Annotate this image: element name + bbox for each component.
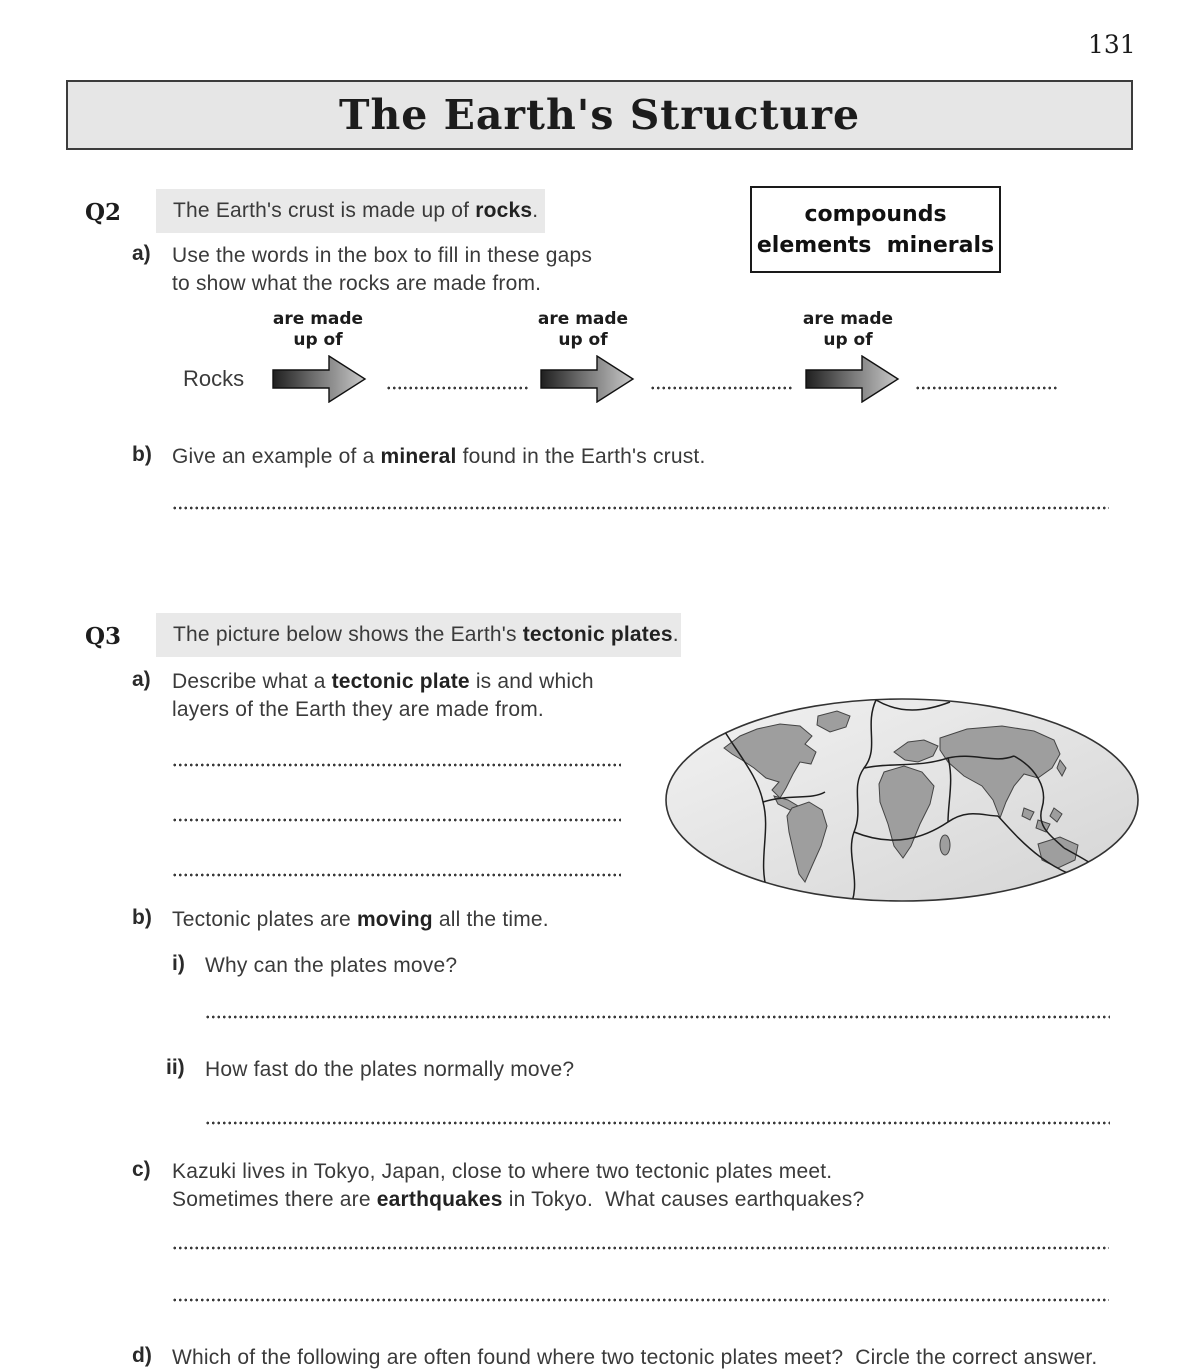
q2b-question: Give an example of a mineral found in the Earth's crust. <box>172 445 706 468</box>
answer-gap-3[interactable] <box>915 386 1057 390</box>
q3d-question: Which of the following are often found where two tectonic plates meet? Circle the correct answer. <box>172 1346 1098 1369</box>
q3c-label: c) <box>132 1158 151 1181</box>
page-title: The Earth's Structure <box>338 91 861 139</box>
word-box-line1: compounds <box>804 201 947 227</box>
q3d-label: d) <box>132 1344 152 1367</box>
q3-label: Q3 <box>85 623 122 650</box>
q3-intro-highlight <box>156 613 681 657</box>
q3b-question: Tectonic plates are moving all the time. <box>172 908 549 931</box>
q3bii-answer-line[interactable] <box>205 1121 1110 1125</box>
q3a-question-line2: layers of the Earth they are made from. <box>172 698 544 721</box>
q3a-answer-line-2[interactable] <box>172 818 621 822</box>
q2b-label: b) <box>132 443 152 466</box>
tectonic-plates-map <box>662 696 1144 904</box>
q3a-answer-line-3[interactable] <box>172 873 621 877</box>
q3a-question-line1: Describe what a tectonic plate is and which <box>172 670 594 693</box>
block-arrow-icon <box>540 355 635 403</box>
q3c-answer-line-1[interactable] <box>172 1246 1109 1250</box>
title-banner <box>66 80 1133 150</box>
answer-gap-2[interactable] <box>650 386 792 390</box>
q3bi-question: Why can the plates move? <box>205 954 458 977</box>
q3bii-question: How fast do the plates normally move? <box>205 1058 575 1081</box>
q3bii-label: ii) <box>166 1056 185 1079</box>
q2-intro-highlight <box>156 189 545 233</box>
q2b-answer-line[interactable] <box>172 506 1109 510</box>
q3bi-label: i) <box>172 952 185 975</box>
word-box <box>750 186 1001 273</box>
q2a-label: a) <box>132 242 151 265</box>
q3-intro-text: The picture below shows the Earth's tectonic plates. <box>173 623 679 646</box>
q2a-question-line2: to show what the rocks are made from. <box>172 272 542 295</box>
q3c-question-line2: Sometimes there are earthquakes in Tokyo. What causes earthquakes? <box>172 1188 865 1211</box>
q3bi-answer-line[interactable] <box>205 1015 1110 1019</box>
q3a-answer-line-1[interactable] <box>172 763 621 767</box>
word-box-line2: elements minerals <box>756 232 995 258</box>
arrow-caption-2: are made up of <box>537 309 629 350</box>
q2-intro-text: The Earth's crust is made up of rocks. <box>173 199 539 222</box>
arrow-caption-1: are made up of <box>272 309 364 350</box>
q2a-question-line1: Use the words in the box to fill in these gaps <box>172 244 593 267</box>
q3c-answer-line-2[interactable] <box>172 1298 1109 1302</box>
rocks-label: Rocks <box>183 366 245 391</box>
page-number: 131 <box>1088 30 1136 59</box>
q3b-label: b) <box>132 906 152 929</box>
q3c-question-line1: Kazuki lives in Tokyo, Japan, close to where two tectonic plates meet. <box>172 1160 833 1183</box>
block-arrow-icon <box>805 355 900 403</box>
answer-gap-1[interactable] <box>386 386 528 390</box>
q3a-label: a) <box>132 668 151 691</box>
arrow-caption-3: are made up of <box>802 309 894 350</box>
block-arrow-icon <box>272 355 367 403</box>
q2-label: Q2 <box>85 199 122 226</box>
